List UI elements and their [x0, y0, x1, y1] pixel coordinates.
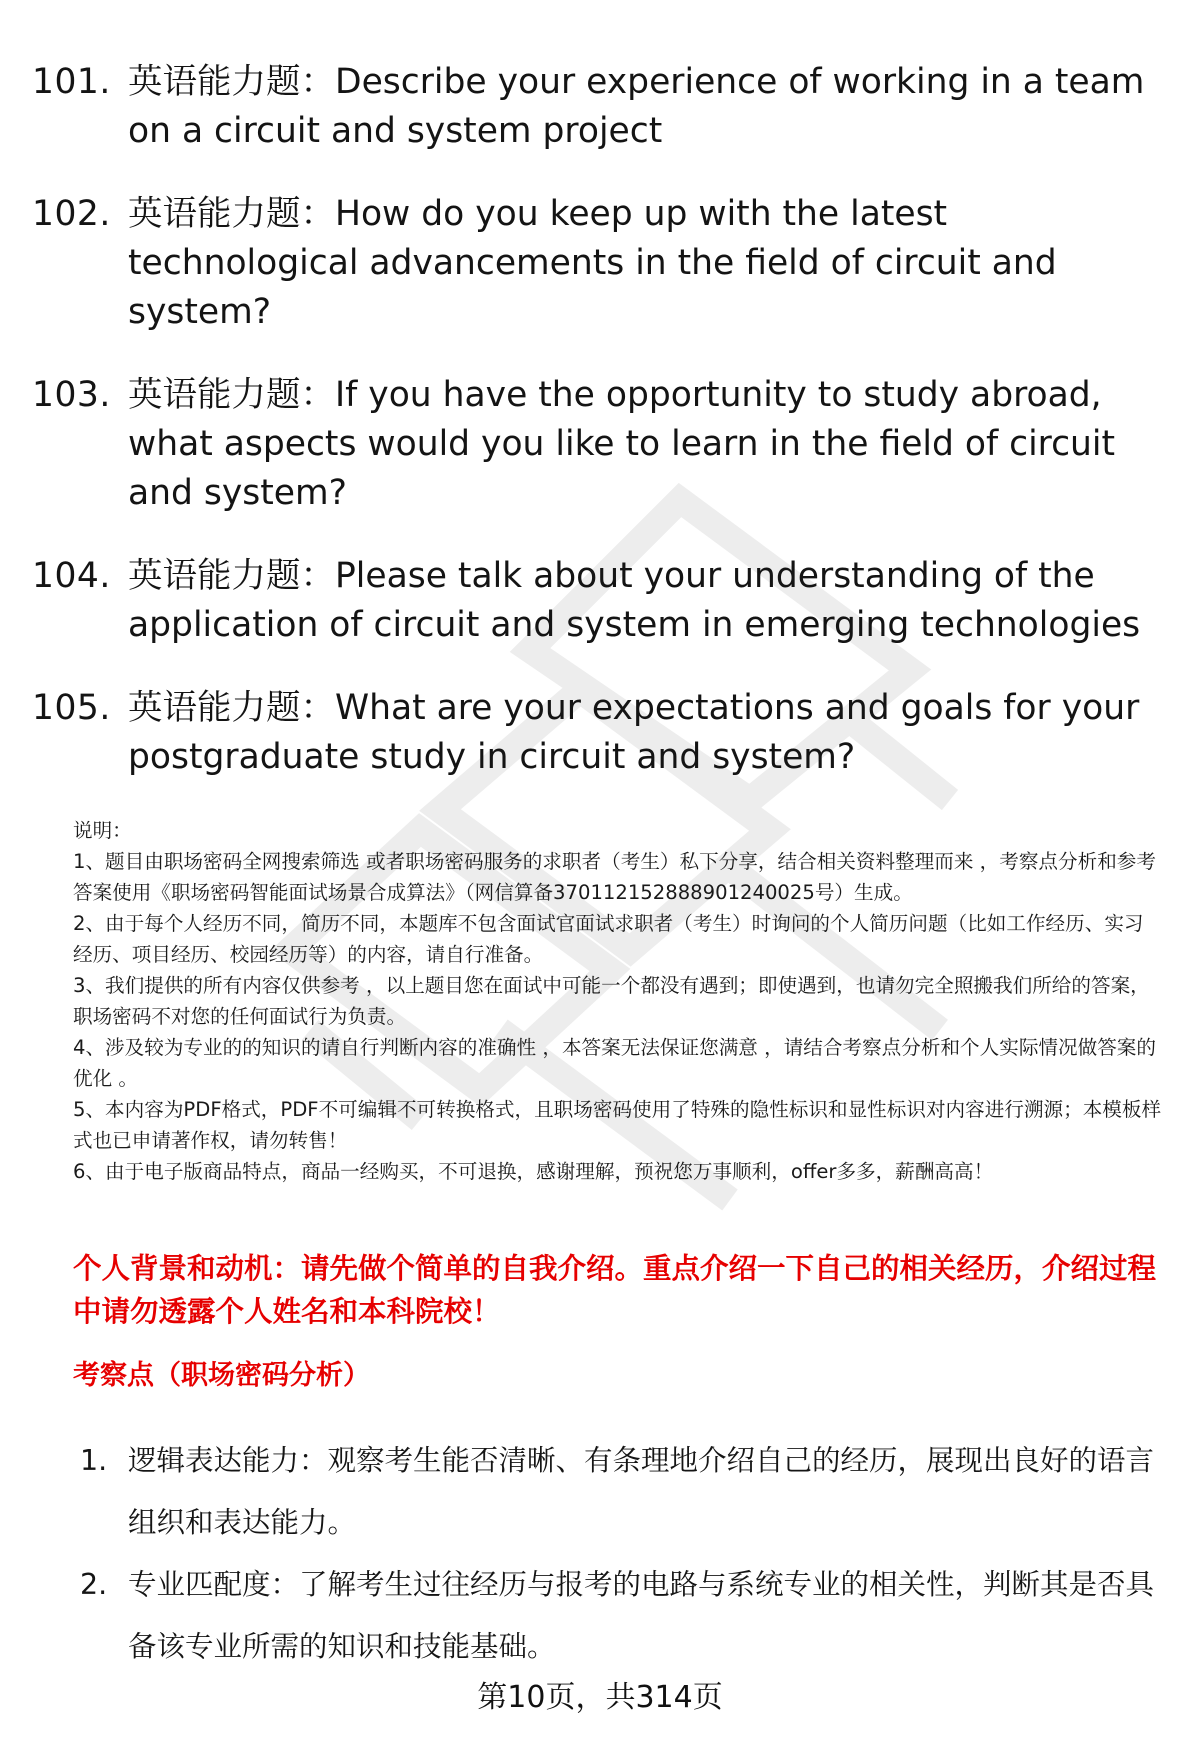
disclaimer-notes: [73, 815, 1163, 1187]
question-text: Describe your experience of working in a team on a circuit and system project: [128, 62, 1145, 151]
question-label: 英语能力题：: [128, 556, 335, 596]
page-number-footer: 第10页，共314页: [477, 1680, 723, 1715]
question-label: 英语能力题：: [128, 375, 335, 415]
notes-item: 1、题目由职场密码全网搜索筛选 或者职场密码服务的求职者（考生）私下分享，结合相关资料整理而来 ，考察点分析和参考答案使用《职场密码智能面试场景合成算法》（网信算备370112152888901240025号）生成。: [73, 850, 1156, 904]
notes-title: 说明：: [73, 819, 132, 842]
point-text: 专业匹配度：了解考生过往经历与报考的电路与系统专业的相关性，判断其是否具备该专业所需的知识和技能基础。: [128, 1568, 1155, 1663]
question-item: [32, 552, 1172, 650]
point-number: 2.: [80, 1568, 108, 1601]
question-number: 101.: [32, 62, 111, 102]
analysis-point-list: [80, 1430, 1160, 1678]
notes-item: 3、我们提供的所有内容仅供参考 ，以上题目您在面试中可能一个都没有遇到；即使遇到，也请勿完全照搬我们所给的答案，职场密码不对您的任何面试行为负责。: [73, 974, 1150, 1028]
question-text: What are your expectations and goals for your postgraduate study in circuit and system?: [128, 688, 1140, 777]
question-text-block: [128, 371, 1172, 518]
question-item: [32, 58, 1172, 156]
analysis-point: [80, 1554, 1160, 1678]
question-list: [32, 58, 1172, 816]
notes-item: 5、本内容为PDF格式，PDF不可编辑不可转换格式，且职场密码使用了特殊的隐性标识和显性标识对内容进行溯源；本模板样式也已申请著作权，请勿转售！: [73, 1098, 1162, 1152]
question-item: [32, 190, 1172, 337]
question-text-block: [128, 58, 1172, 156]
question-label: 英语能力题：: [128, 194, 335, 234]
point-number: 1.: [80, 1444, 108, 1477]
question-text: Please talk about your understanding of the application of circuit and system in emerging technologies: [128, 556, 1141, 645]
question-text-block: [128, 684, 1172, 782]
notes-item: 4、涉及较为专业的的知识的请自行判断内容的准确性 ，本答案无法保证您满意 ，请结合考察点分析和个人实际情况做答案的优化 。: [73, 1036, 1156, 1090]
point-text: 逻辑表达能力：观察考生能否清晰、有条理地介绍自己的经历，展现出良好的语言组织和表达能力。: [128, 1444, 1155, 1539]
question-number: 104.: [32, 556, 111, 596]
question-number: 103.: [32, 375, 111, 415]
question-text-block: [128, 190, 1172, 337]
question-label: 英语能力题：: [128, 62, 335, 102]
question-item: [32, 371, 1172, 518]
notes-item: 2、由于每个人经历不同，简历不同，本题库不包含面试官面试求职者（考生）时询问的个人简历问题（比如工作经历、实习经历、项目经历、校园经历等）的内容，请自行准备。: [73, 912, 1144, 966]
notes-item: 6、由于电子版商品特点，商品一经购买，不可退换，感谢理解，预祝您万事顺利，offer多多，薪酬高高！: [73, 1160, 994, 1183]
section-heading: 个人背景和动机：请先做个简单的自我介绍。重点介绍一下自己的相关经历，介绍过程中请勿透露个人姓名和本科院校！: [73, 1252, 1157, 1328]
question-text: How do you keep up with the latest technological advancements in the field of circuit and system?: [128, 194, 1057, 332]
question-number: 105.: [32, 688, 111, 728]
question-label: 英语能力题：: [128, 688, 335, 728]
analysis-subheading: 考察点（职场密码分析）: [73, 1360, 370, 1391]
question-number: 102.: [32, 194, 111, 234]
question-item: [32, 684, 1172, 782]
question-text: If you have the opportunity to study abroad, what aspects would you like to learn in the field of circuit and system?: [128, 375, 1116, 513]
question-text-block: [128, 552, 1172, 650]
analysis-point: [80, 1430, 1160, 1554]
